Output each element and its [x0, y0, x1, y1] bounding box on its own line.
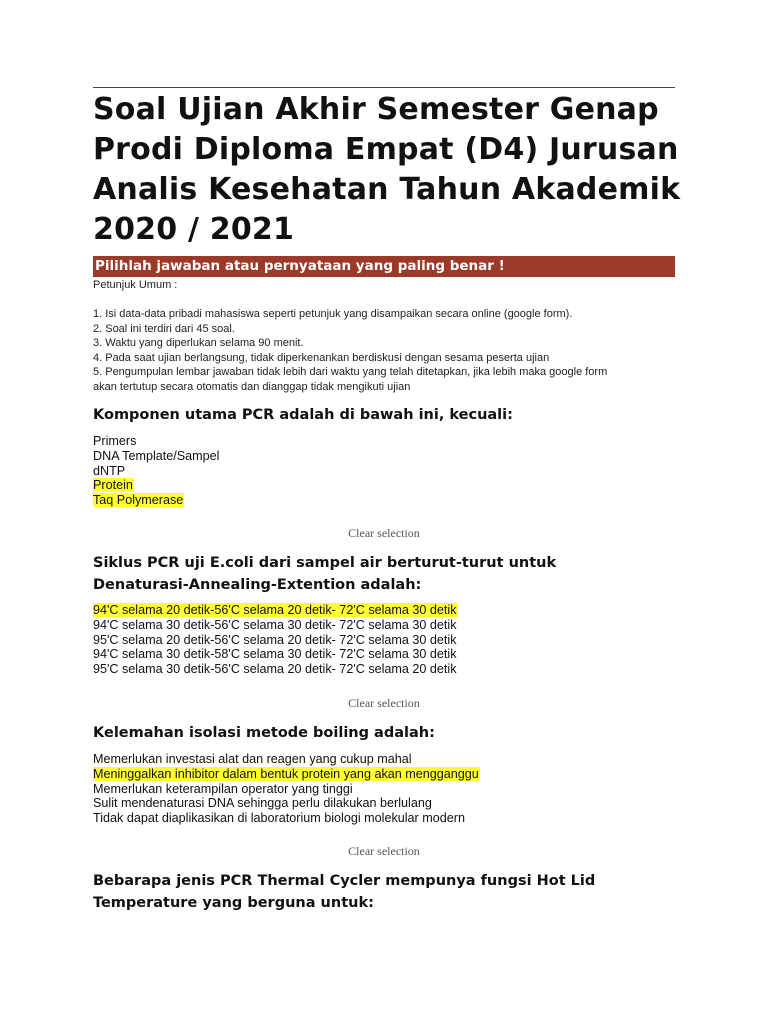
rule-item: 2. Soal ini terdiri dari 45 soal. — [93, 322, 235, 335]
question-1-option[interactable]: Protein — [93, 478, 133, 493]
question-2-option[interactable]: 94'C selama 20 detik-56'C selama 20 detik- 72'C selama 30 detik — [93, 603, 457, 617]
question-3-option[interactable]: Memerlukan investasi alat dan reagen yang cukup mahal — [93, 752, 412, 766]
rule-item: 3. Waktu yang diperlukan selama 90 menit. — [93, 337, 304, 350]
question-2-option[interactable]: 95'C selama 30 detik-56'C selama 20 detik- 72'C selama 20 detik — [93, 662, 457, 677]
question-1-options — [93, 434, 220, 508]
rule-item: 4. Pada saat ujian berlangsung, tidak diperkenankan berdiskusi dengan sesama peserta ujian — [93, 351, 550, 364]
question-3-option[interactable]: Memerlukan keterampilan operator yang tinggi — [93, 781, 353, 796]
question-2-option[interactable]: 94'C selama 30 detik-58'C selama 30 detik- 72'C selama 30 detik — [93, 647, 457, 662]
question-1-option[interactable]: dNTP — [93, 463, 126, 478]
document-title: Soal Ujian Akhir Semester Genap Prodi Diploma Empat (D4) Jurusan Analis Kesehatan Tahun Akademik 2020 / 2021 — [93, 92, 681, 247]
question-3-option[interactable]: Meninggalkan inhibitor dalam bentuk protein yang akan mengganggu — [93, 766, 479, 781]
question-3-options — [93, 752, 480, 826]
question-4-text: Bebarapa jenis PCR Thermal Cycler mempunya fungsi Hot Lid Temperature yang berguna untuk: — [93, 873, 596, 911]
question-1-clear-selection-button[interactable]: Clear selection — [348, 526, 420, 540]
question-1-option[interactable]: DNA Template/Sampel — [93, 448, 220, 463]
rule-item: 5. Pengumpulan lembar jawaban tidak lebih dari waktu yang telah ditetapkan, jika lebih maka google form — [93, 366, 608, 379]
question-2-text: Siklus PCR uji E.coli dari sampel air berturut-turut untuk Denaturasi-Annealing-Extention adalah: — [93, 555, 557, 593]
question-2-options — [93, 603, 458, 677]
question-2-option[interactable]: 95'C selama 20 detik-56'C selama 20 detik- 72'C selama 30 detik — [93, 632, 457, 647]
rule-item: akan tertutup secara otomatis dan dianggap tidak mengikuti ujian — [93, 380, 411, 393]
rules-heading: Petunjuk Umum : — [93, 279, 178, 291]
question-3-text: Kelemahan isolasi metode boiling adalah: — [93, 725, 435, 741]
question-2-option[interactable]: 94'C selama 30 detik-56'C selama 30 detik- 72'C selama 30 detik — [93, 617, 457, 632]
question-3-option[interactable]: Sulit mendenaturasi DNA sehingga perlu dilakukan berlulang — [93, 796, 432, 811]
question-1-option[interactable]: Primers — [93, 434, 137, 448]
question-1-option[interactable]: Taq Polymerase — [93, 493, 184, 508]
instruction-banner: Pilihlah jawaban atau pernyataan yang paling benar ! — [93, 256, 675, 277]
question-3-option[interactable]: Tidak dapat diaplikasikan di laboratorium biologi molekular modern — [93, 811, 465, 826]
question-3-clear-selection-button[interactable]: Clear selection — [348, 844, 420, 858]
question-2-clear-selection-button[interactable]: Clear selection — [348, 696, 420, 710]
question-1-text: Komponen utama PCR adalah di bawah ini, kecuali: — [93, 407, 513, 423]
rule-item: 1. Isi data-data pribadi mahasiswa seperti petunjuk yang disampaikan secara online (google form). — [93, 308, 573, 320]
rules-list — [93, 307, 683, 395]
top-divider — [93, 87, 675, 88]
